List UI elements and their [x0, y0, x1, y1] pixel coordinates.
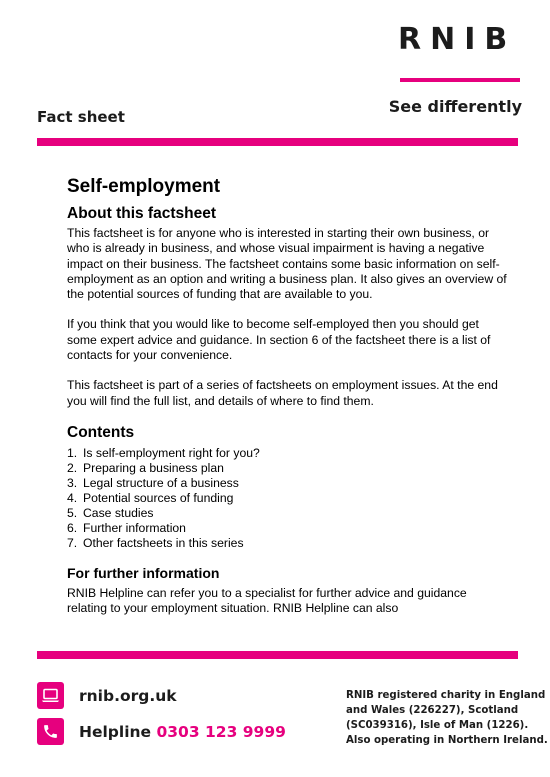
page-title: Self-employment [67, 176, 221, 197]
rnib-logo: RNIB [398, 22, 517, 57]
contents-list [67, 446, 507, 551]
contents-item-label: Other factsheets in this series [83, 535, 244, 550]
list-item[interactable]: 1. Is self-employment right for you? [67, 445, 260, 460]
contents-item-label: Preparing a business plan [83, 460, 224, 475]
helpline-number[interactable]: 0303 123 9999 [156, 723, 286, 741]
header-divider [37, 138, 518, 146]
laptop-icon [37, 682, 64, 709]
list-item[interactable]: 7. Other factsheets in this series [67, 535, 244, 550]
list-item[interactable]: 5. Case studies [67, 505, 154, 520]
about-heading: About this factsheet [67, 205, 216, 222]
charity-line: RNIB registered charity in England [346, 690, 546, 701]
phone-icon [37, 718, 64, 745]
tagline: See differently [388, 97, 522, 116]
list-item[interactable]: 4. Potential sources of funding [67, 490, 234, 505]
main-content [67, 175, 507, 617]
list-item[interactable]: 3. Legal structure of a business [67, 475, 239, 490]
helpline-label: Helpline [79, 723, 152, 741]
website-link[interactable]: rnib.org.uk [79, 687, 177, 705]
list-item[interactable]: 2. Preparing a business plan [67, 460, 224, 475]
charity-line: and Wales (226227), Scotland [346, 705, 519, 716]
further-info-heading: For further information [67, 564, 220, 581]
about-paragraph-3: This factsheet is part of a series of factsheets on employment issues. At the end you will find the full list, and details of where to find them. [67, 378, 498, 408]
list-item[interactable]: 6. Further information [67, 520, 186, 535]
charity-line: Also operating in Northern Ireland. [346, 735, 548, 746]
contents-item-label: Potential sources of funding [83, 490, 234, 505]
further-info-paragraph: RNIB Helpline can refer you to a specialist for further advice and guidance relating to your employment situation. RNIB Helpline can also [67, 585, 467, 616]
footer-divider [37, 651, 518, 659]
contents-item-label: Is self-employment right for you? [83, 445, 260, 460]
charity-line: (SC039316), Isle of Man (1226). [346, 720, 529, 731]
contents-item-label: Further information [83, 520, 186, 535]
logo-underline [400, 78, 520, 82]
about-paragraph-1: This factsheet is for anyone who is interested in starting their own business, or who is already in business, and whose visual impairment is having a negative impact on their business. The factsheet contains some basic information on self-employment as an option and writing a business plan. It also gives an overview of the potential sources of funding that are available to you. [67, 226, 507, 302]
contents-item-label: Legal structure of a business [83, 475, 239, 490]
about-paragraph-2: If you think that you would like to become self-employed then you should get some expert advice and guidance. In section 6 of the factsheet there is a list of contacts for your convenience. [67, 317, 491, 363]
doc-type-label: Fact sheet [37, 108, 125, 126]
contents-heading: Contents [67, 423, 135, 441]
helpline[interactable] [79, 722, 286, 742]
charity-info [346, 688, 548, 748]
contents-item-label: Case studies [83, 505, 154, 520]
